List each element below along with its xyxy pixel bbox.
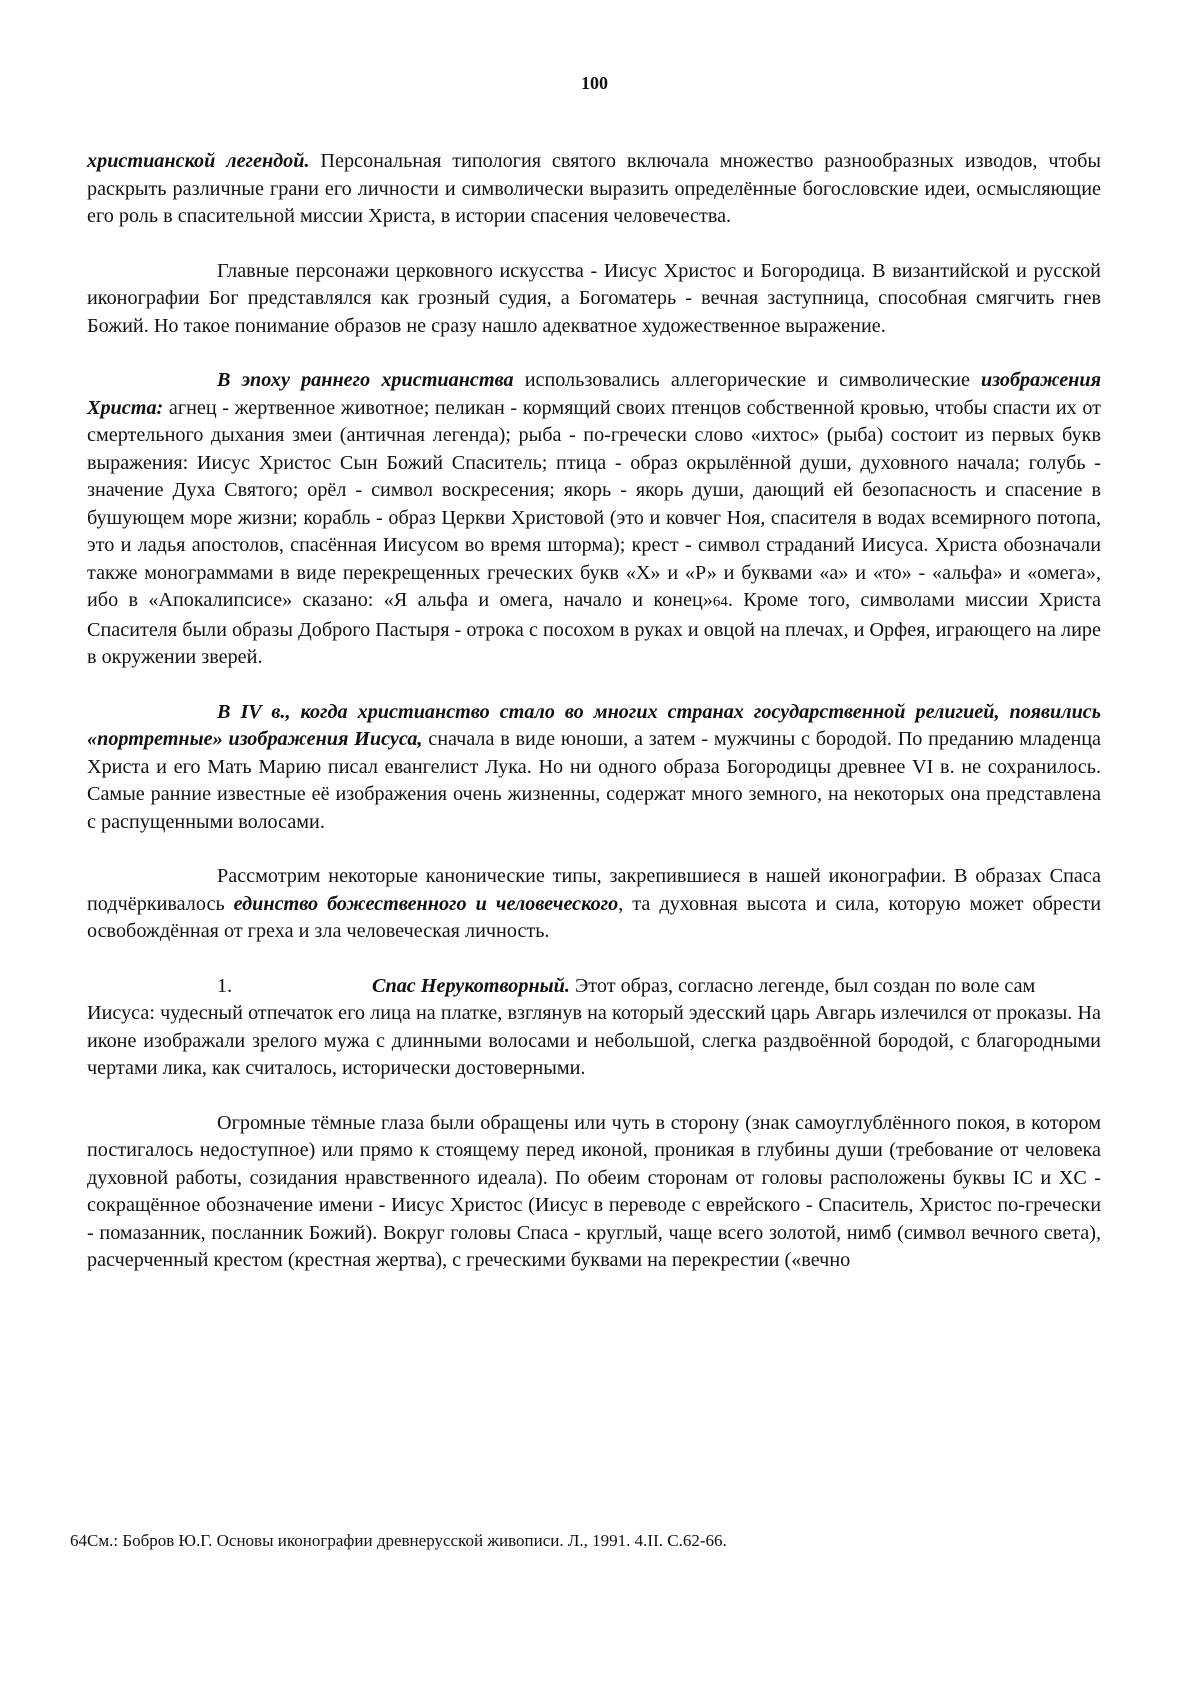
- paragraph-2: Главные персонажи церковного искусства - Иисус Христос и Богородица. В византийской и русской иконографии Бог представлялся как грозный судия, а Богоматерь - вечная заступница, способная смягчить гнев Божий. Но такое понимание образов не сразу нашло адекватное художественное выражение.: [87, 259, 1101, 337]
- footnote-number: 64: [70, 1531, 87, 1550]
- list-item-1: 1. Спас Нерукотворный. Этот образ, согласно легенде, был создан по воле сам Иисуса: чудесный отпечаток его лица на платке, взглянув на который эдесский царь Авгарь излечился от проказы. На иконе изображали зрелого мужа с длинными волосами и небольшой, слегка раздвоённой бородой, с благородными чертами лика, как считалось, исторически достоверными.: [87, 974, 1101, 1079]
- paragraph-3-lead: В эпоху раннего христианства: [217, 369, 514, 391]
- paragraph-5: [87, 863, 1101, 946]
- paragraph-3-lead-2: изображения Христа:: [87, 369, 1101, 419]
- paragraph-5-tail: , та духовная высота и сила, которую может обрести освобождённая от греха и зла человеческая личность.: [87, 892, 1101, 942]
- paragraph-4-text: сначала в виде юноши, а затем - мужчины с бородой. По преданию младенца Христа и его Мать Марию писал евангелист Лука. Но ни одного образа Богородицы древнее VI в. не сохранилось. Самые ранние известные её изображения очень жизненны, содержат много земного, на некоторых она представлена с распущенными волосами.: [87, 728, 1102, 833]
- paragraph-5-emphasis: единство божественного и человеческого: [233, 892, 619, 915]
- paragraph-3-mid: использовались аллегорические и символические: [513, 369, 982, 391]
- paragraph-1-lead: христианской легендой.: [87, 150, 310, 172]
- page-number: 100: [581, 73, 608, 93]
- paragraph-3-text: агнец - жертвенное животное; пеликан - кормящий своих птенцов собственной кровью, чтобы спасти их от смертельного дыхания змеи (античная легенда); рыба - по-гречески слово «ихтос» (рыба) состоит из первых букв выражения: Иисус Христос Сын Божий Спаситель; птица - образ окрылённой души, духовного начала; голубь - значение Духа Святого; орёл - символ воскресения; якорь - якорь души, дающий ей безопасность и спасение в бушующем море жизни; корабль - образ Церкви Христовой (это и ковчег Ноя, спасителя в водах всемирного потопа, это и ладья апостолов, спасённая Иисусом во время шторма); крест - символ страданий Иисуса. Христа обозначали также монограммами в виде перекрещенных греческих букв «Х» и «Р» и буквами «а» и «то» - «альфа» и «омега», ибо в «Апокалипсисе» сказано: «Я альфа и омега, начало и конец»: [87, 396, 1101, 611]
- list-item-1-first-line: Этот образ, согласно легенде, был создан по воле сам: [569, 974, 1036, 997]
- paragraph-1: [87, 148, 1101, 231]
- list-item-1-text: Иисуса: чудесный отпечаток его лица на платке, взглянув на который эдесский царь Авгарь излечился от проказы. На иконе изображали зрелого мужа с длинными волосами и небольшой, слегка раздвоённой бородой, с благородными чертами лика, как считалось, исторически достоверными.: [87, 1002, 1101, 1079]
- footnote-text: См.: Бобров Ю.Г. Основы иконографии древнерусской живописи. Л., 1991. 4.II. С.62-66.: [87, 1531, 727, 1550]
- paragraph-7: Огромные тёмные глаза были обращены или чуть в сторону (знак самоуглублённого покоя, в котором постигалось недоступное) или прямо к стоящему перед иконой, проникая в глубины души (требование от человека духовной работы, созидания нравственного идеала). По обеим сторонам от головы расположены буквы IC и XC - сокращённое обозначение имени - Иисус Христос (Иисус в переводе с еврейского - Спаситель, Христос по-гречески - помазанник, посланник Божий). Вокруг головы Спаса - круглый, чаще всего золотой, нимб (символ вечного света), расчерченный крестом (крестная жертва), с греческими буквами на перекрестии («вечно: [87, 1111, 1101, 1271]
- paragraph-3-tail: . Кроме того, символами миссии Христа Спасителя были образы Доброго Пастыря - отрока с посохом в руках и овцой на плечах, и Орфея, играющего на лире в окружении зверей.: [87, 589, 1101, 668]
- page-body: [87, 148, 1101, 1275]
- paragraph-1-text: Персональная типология святого включала множество разнообразных изводов, чтобы раскрыть различные грани его личности и символически выразить определённые богословские идеи, осмысляющие его роль в спасительной миссии Христа, в истории спасения человечества.: [87, 150, 1101, 227]
- paragraph-5-text: Рассмотрим некоторые канонические типы, закрепившиеся в нашей иконографии. В образах Спаса подчёркивалось: [87, 865, 1101, 915]
- footnote-reference[interactable]: 64: [712, 594, 728, 610]
- paragraph-4: [87, 699, 1101, 837]
- list-item-1-heading: Спас Нерукотворный.: [372, 974, 570, 997]
- paragraph-3: [87, 367, 1101, 672]
- footnote: [70, 1530, 727, 1552]
- paragraph-4-lead: В IV в., когда христианство стало во многих странах государственной религией, появились «портретные» изображения Иисуса,: [87, 700, 1101, 750]
